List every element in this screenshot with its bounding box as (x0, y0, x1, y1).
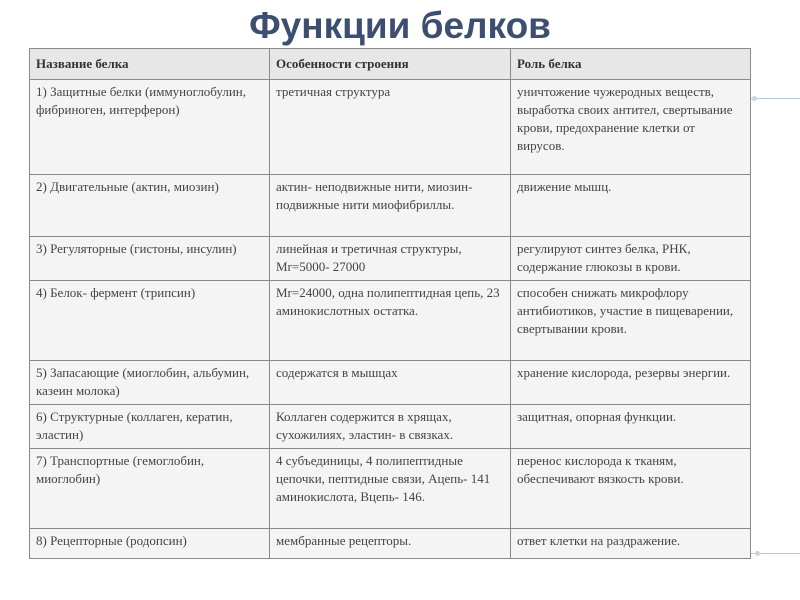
cell-role: движение мышц. (511, 175, 751, 237)
header-structure: Особенности строения (270, 49, 511, 80)
cell-role: уничтожение чужеродных веществ, выработка своих антител, свертывание крови, предохранение клетки от вирусов. (511, 80, 751, 175)
cell-protein-name: 6) Структурные (коллаген, кератин, эластин) (30, 405, 270, 449)
header-role: Роль белка (511, 49, 751, 80)
cell-protein-name: 7) Транспортные (гемоглобин, миоглобин) (30, 449, 270, 529)
cell-structure: третичная структура (270, 80, 511, 175)
cell-structure: содержатся в мышцах (270, 361, 511, 405)
table-row (30, 449, 751, 529)
cell-role: хранение кислорода, резервы энергии. (511, 361, 751, 405)
table-row (30, 281, 751, 361)
cell-protein-name: 4) Белок- фермент (трипсин) (30, 281, 270, 361)
table-row (30, 80, 751, 175)
cell-role: защитная, опорная функции. (511, 405, 751, 449)
cell-structure: Мr=24000, одна полипептидная цепь, 23 аминокислотных остатка. (270, 281, 511, 361)
table-row (30, 405, 751, 449)
decorative-dot (752, 96, 757, 101)
table-header-row (30, 49, 751, 80)
cell-protein-name: 3) Регуляторные (гистоны, инсулин) (30, 237, 270, 281)
table-row (30, 237, 751, 281)
cell-role: перенос кислорода к тканям, обеспечивают вязкость крови. (511, 449, 751, 529)
table-row (30, 361, 751, 405)
cell-role: ответ клетки на раздражение. (511, 529, 751, 559)
cell-role: регулируют синтез белка, РНК, содержание глюкозы в крови. (511, 237, 751, 281)
cell-protein-name: 1) Защитные белки (иммуноглобулин, фибриноген, интерферон) (30, 80, 270, 175)
decorative-dot (755, 551, 760, 556)
protein-functions-table (29, 48, 751, 559)
cell-protein-name: 8) Рецепторные (родопсин) (30, 529, 270, 559)
cell-structure: линейная и третичная структуры, Мr=5000- 27000 (270, 237, 511, 281)
header-protein-name: Название белка (30, 49, 270, 80)
page-title: Функции белков (249, 5, 551, 46)
cell-structure: актин- неподвижные нити, миозин- подвижные нити миофибриллы. (270, 175, 511, 237)
cell-protein-name: 2) Двигательные (актин, миозин) (30, 175, 270, 237)
table-row (30, 175, 751, 237)
cell-protein-name: 5) Запасающие (миоглобин, альбумин, казеин молока) (30, 361, 270, 405)
cell-role: способен снижать микрофлору антибиотиков, участие в пищеварении, свертывании крови. (511, 281, 751, 361)
cell-structure: 4 субъединицы, 4 полипептидные цепочки, пептидные связи, Ацепь- 141 аминокислота, Вцепь- 146. (270, 449, 511, 529)
cell-structure: Коллаген содержится в хрящах, сухожилиях, эластин- в связках. (270, 405, 511, 449)
cell-structure: мембранные рецепторы. (270, 529, 511, 559)
table-row (30, 529, 751, 559)
